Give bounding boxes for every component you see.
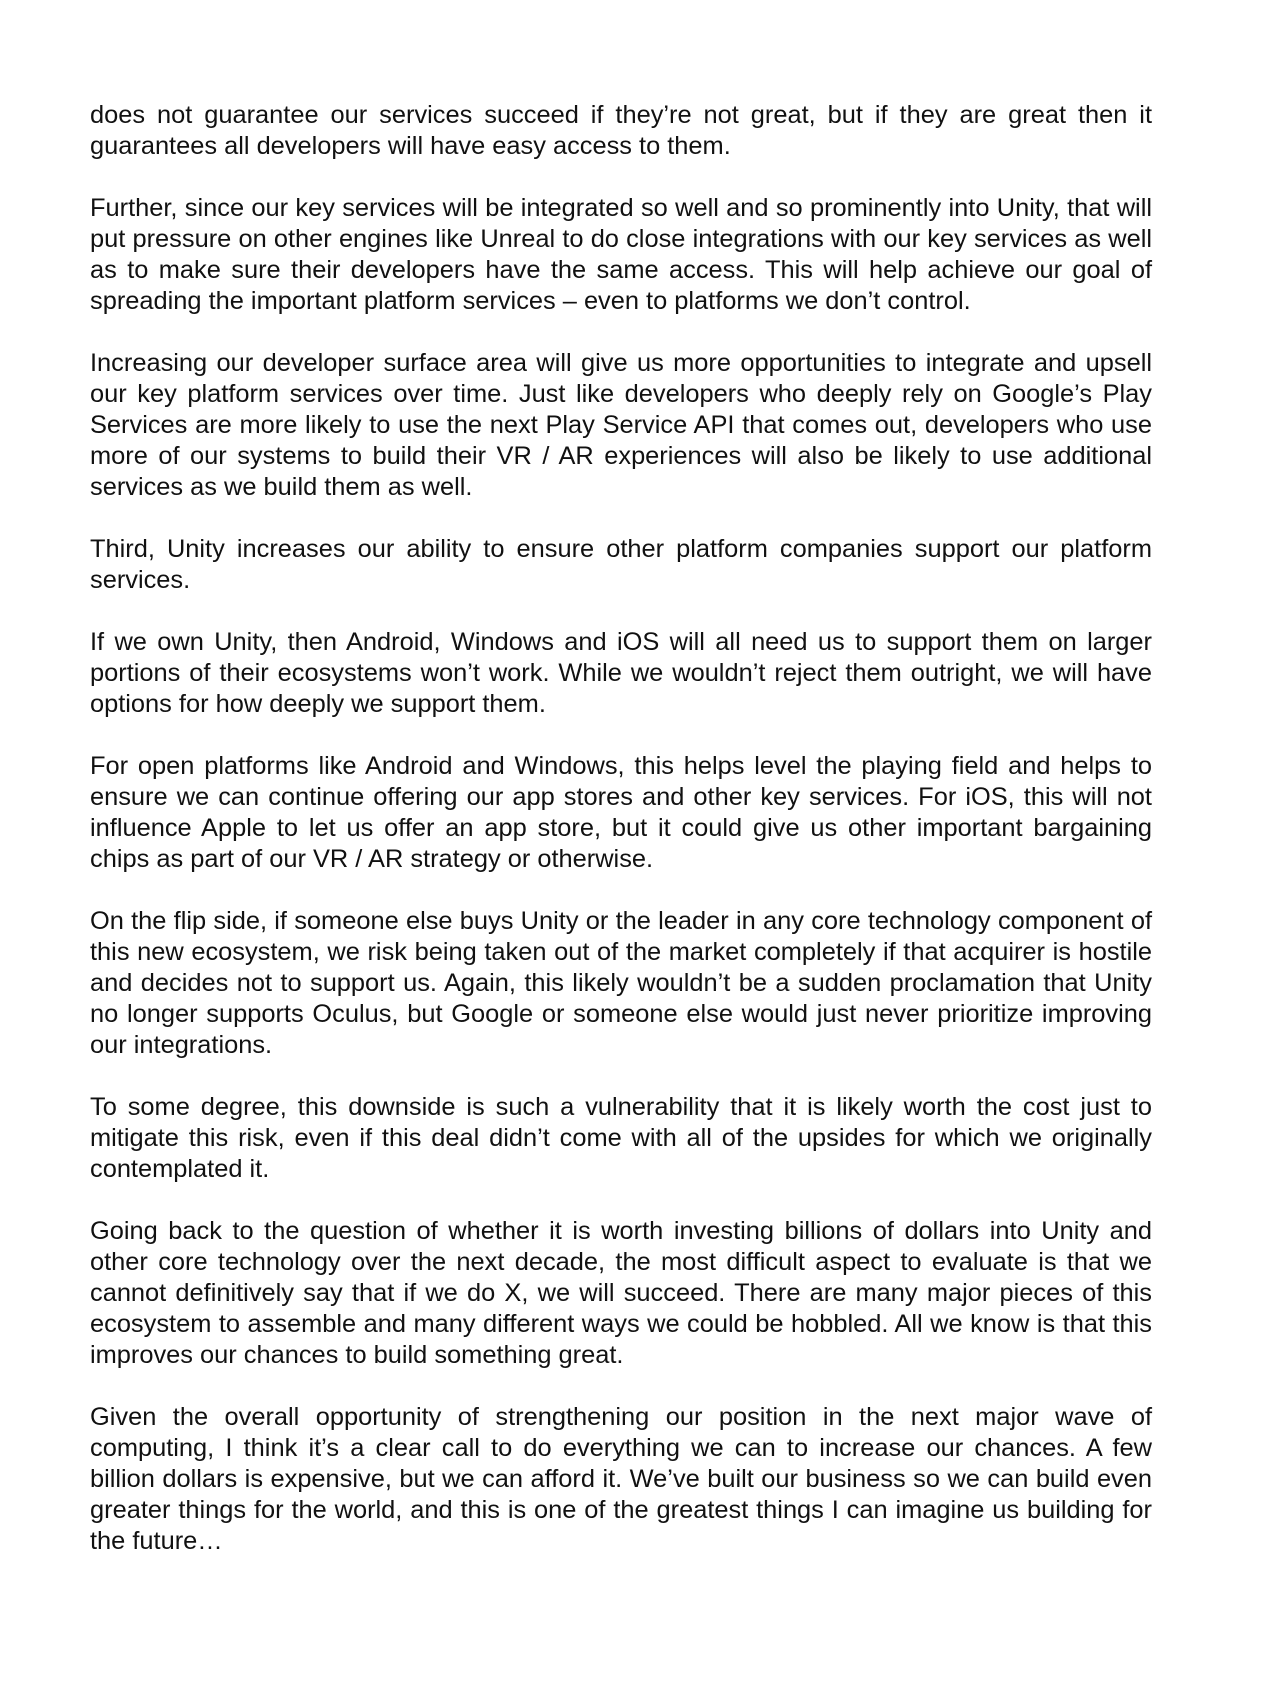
paragraph-7: On the flip side, if someone else buys Unity or the leader in any core technology component of this new ecosystem, we risk being taken out of the market completely if that acquirer is hostile and decides not to support us. Again, this likely wouldn’t be a sudden proclamation that Unity no longer supports Oculus, but Google or someone else would just never prioritize improving our integrations. <box>90 907 1152 1059</box>
paragraph-2: Further, since our key services will be integrated so well and so prominently into Unity, that will put pressure on other engines like Unreal to do close integrations with our key services as well as to make sure their developers have the same access. This will help achieve our goal of spreading the important platform services – even to platforms we don’t control. <box>90 194 1152 315</box>
document-page <box>90 100 1152 1557</box>
paragraph-9: Going back to the question of whether it is worth investing billions of dollars into Unity and other core technology over the next decade, the most difficult aspect to evaluate is that we cannot definitively say that if we do X, we will succeed. There are many major pieces of this ecosystem to assemble and many different ways we could be hobbled. All we know is that this improves our chances to build something great. <box>90 1217 1152 1369</box>
paragraph-3: Increasing our developer surface area will give us more opportunities to integrate and upsell our key platform services over time. Just like developers who deeply rely on Google’s Play Services are more likely to use the next Play Service API that comes out, developers who use more of our systems to build their VR / AR experiences will also be likely to use additional services as we build them as well. <box>90 349 1152 501</box>
paragraph-1: does not guarantee our services succeed if they’re not great, but if they are great then it guarantees all developers will have easy access to them. <box>90 101 1152 160</box>
paragraph-4: Third, Unity increases our ability to ensure other platform companies support our platform services. <box>90 535 1152 594</box>
paragraph-10: Given the overall opportunity of strengthening our position in the next major wave of computing, I think it’s a clear call to do everything we can to increase our chances. A few billion dollars is expensive, but we can afford it. We’ve built our business so we can build even greater things for the world, and this is one of the greatest things I can imagine us building for the future… <box>90 1403 1152 1555</box>
paragraph-8: To some degree, this downside is such a vulnerability that it is likely worth the cost just to mitigate this risk, even if this deal didn’t come with all of the upsides for which we originally contemplated it. <box>90 1093 1152 1183</box>
paragraph-5: If we own Unity, then Android, Windows and iOS will all need us to support them on larger portions of their ecosystems won’t work. While we wouldn’t reject them outright, we will have options for how deeply we support them. <box>90 628 1152 718</box>
paragraph-6: For open platforms like Android and Windows, this helps level the playing field and helps to ensure we can continue offering our app stores and other key services. For iOS, this will not influence Apple to let us offer an app store, but it could give us other important bargaining chips as part of our VR / AR strategy or otherwise. <box>90 752 1152 873</box>
